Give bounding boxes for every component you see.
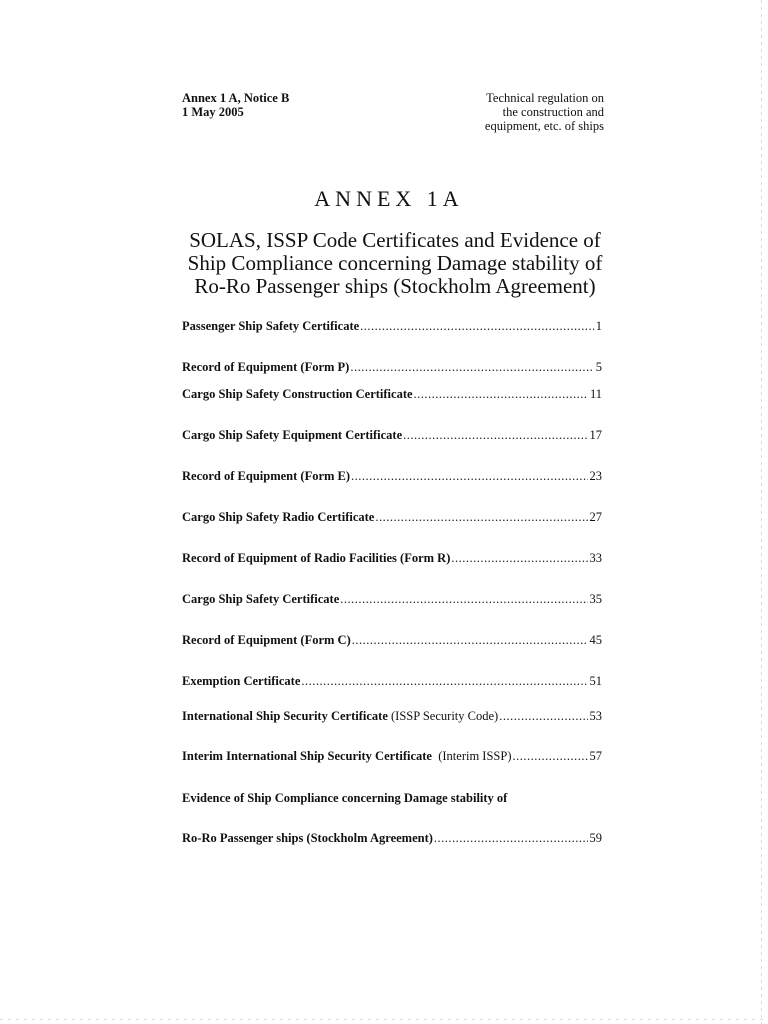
annex-date-label: 1 May 2005 bbox=[182, 105, 244, 119]
toc-entry-heading bbox=[182, 790, 602, 806]
toc-entry-page: 11 bbox=[589, 387, 602, 401]
toc-entry bbox=[182, 632, 602, 648]
toc-entry-title: Cargo Ship Safety Construction Certificate bbox=[182, 387, 413, 401]
toc-entry-title: Passenger Ship Safety Certificate bbox=[182, 319, 360, 333]
toc-leader-dots bbox=[340, 591, 587, 607]
regulation-title-line-1: Technical regulation on bbox=[486, 91, 604, 105]
toc-leader-dots bbox=[451, 550, 587, 566]
toc-entry-note: (ISSP Security Code) bbox=[387, 709, 499, 723]
toc-leader-dots bbox=[499, 708, 587, 724]
toc-leader-dots bbox=[350, 359, 593, 375]
toc-entry-page: 45 bbox=[589, 633, 602, 647]
toc-entry bbox=[182, 468, 602, 484]
toc-entry bbox=[182, 359, 602, 375]
toc-entry-title: Cargo Ship Safety Certificate bbox=[182, 592, 340, 606]
toc-entry-title: Record of Equipment (Form E) bbox=[182, 469, 351, 483]
page-subtitle bbox=[150, 229, 640, 298]
toc-entry bbox=[182, 708, 602, 724]
toc-entry bbox=[182, 591, 602, 607]
toc-leader-dots bbox=[512, 748, 587, 764]
regulation-title-block bbox=[485, 91, 604, 133]
regulation-title-line-2: the construction and bbox=[502, 105, 604, 119]
toc-entry-page: 5 bbox=[595, 360, 602, 374]
subtitle-line-3: Ro-Ro Passenger ships (Stockholm Agreement) bbox=[194, 274, 596, 298]
scan-bottom-line bbox=[0, 1019, 768, 1020]
toc-entry-page: 27 bbox=[589, 510, 602, 524]
toc-entry-note: (Interim ISSP) bbox=[431, 749, 512, 763]
toc-entry-page: 1 bbox=[595, 319, 602, 333]
annex-reference bbox=[182, 91, 289, 119]
subtitle-line-2: Ship Compliance concerning Damage stability of bbox=[187, 251, 603, 275]
toc-entry-title: Record of Equipment of Radio Facilities (Form R) bbox=[182, 551, 451, 565]
toc-leader-dots bbox=[434, 830, 588, 846]
annex-notice-label: Annex 1 A, Notice B bbox=[182, 91, 290, 105]
toc-entry-page: 51 bbox=[589, 674, 602, 688]
toc-entry bbox=[182, 427, 602, 443]
toc-entry-title: Cargo Ship Safety Radio Certificate bbox=[182, 510, 375, 524]
toc-entry bbox=[182, 830, 602, 846]
toc-entry-title: International Ship Security Certificate bbox=[182, 709, 388, 723]
page-title: ANNEX 1A bbox=[314, 186, 464, 211]
toc-leader-dots bbox=[360, 318, 594, 334]
toc-entry-title: Record of Equipment (Form P) bbox=[182, 360, 350, 374]
toc-entry-title: Ro-Ro Passenger ships (Stockholm Agreement) bbox=[182, 831, 433, 845]
toc-entry-page: 59 bbox=[589, 831, 602, 845]
toc-entry bbox=[182, 673, 602, 689]
toc-entry-title: Interim International Ship Security Certificate bbox=[182, 749, 432, 763]
toc-entry-page: 33 bbox=[589, 551, 602, 565]
toc-leader-dots bbox=[403, 427, 587, 443]
toc-leader-dots bbox=[301, 673, 587, 689]
toc-entry-page: 35 bbox=[589, 592, 602, 606]
toc-entry-page: 57 bbox=[589, 749, 602, 763]
toc-entry-page: 53 bbox=[589, 709, 602, 723]
scan-edge-line bbox=[761, 0, 762, 1024]
toc-entry bbox=[182, 748, 602, 764]
toc-leader-dots bbox=[375, 509, 587, 525]
toc-entry bbox=[182, 509, 602, 525]
toc-entry-page: 17 bbox=[589, 428, 602, 442]
toc-leader-dots bbox=[414, 386, 588, 402]
toc-entry-title: Exemption Certificate bbox=[182, 674, 301, 688]
toc-leader-dots bbox=[352, 632, 588, 648]
subtitle-line-1: SOLAS, ISSP Code Certificates and Evidence of bbox=[189, 228, 601, 252]
toc-entry-page: 23 bbox=[589, 469, 602, 483]
regulation-title-line-3: equipment, etc. of ships bbox=[484, 119, 604, 133]
toc-entry bbox=[182, 318, 602, 334]
toc-entry bbox=[182, 550, 602, 566]
toc-entry bbox=[182, 386, 602, 402]
toc-entry-title: Record of Equipment (Form C) bbox=[182, 633, 351, 647]
toc-entry-title: Evidence of Ship Compliance concerning Damage stability of bbox=[182, 791, 508, 805]
toc-entry-title: Cargo Ship Safety Equipment Certificate bbox=[182, 428, 403, 442]
toc-leader-dots bbox=[351, 468, 587, 484]
